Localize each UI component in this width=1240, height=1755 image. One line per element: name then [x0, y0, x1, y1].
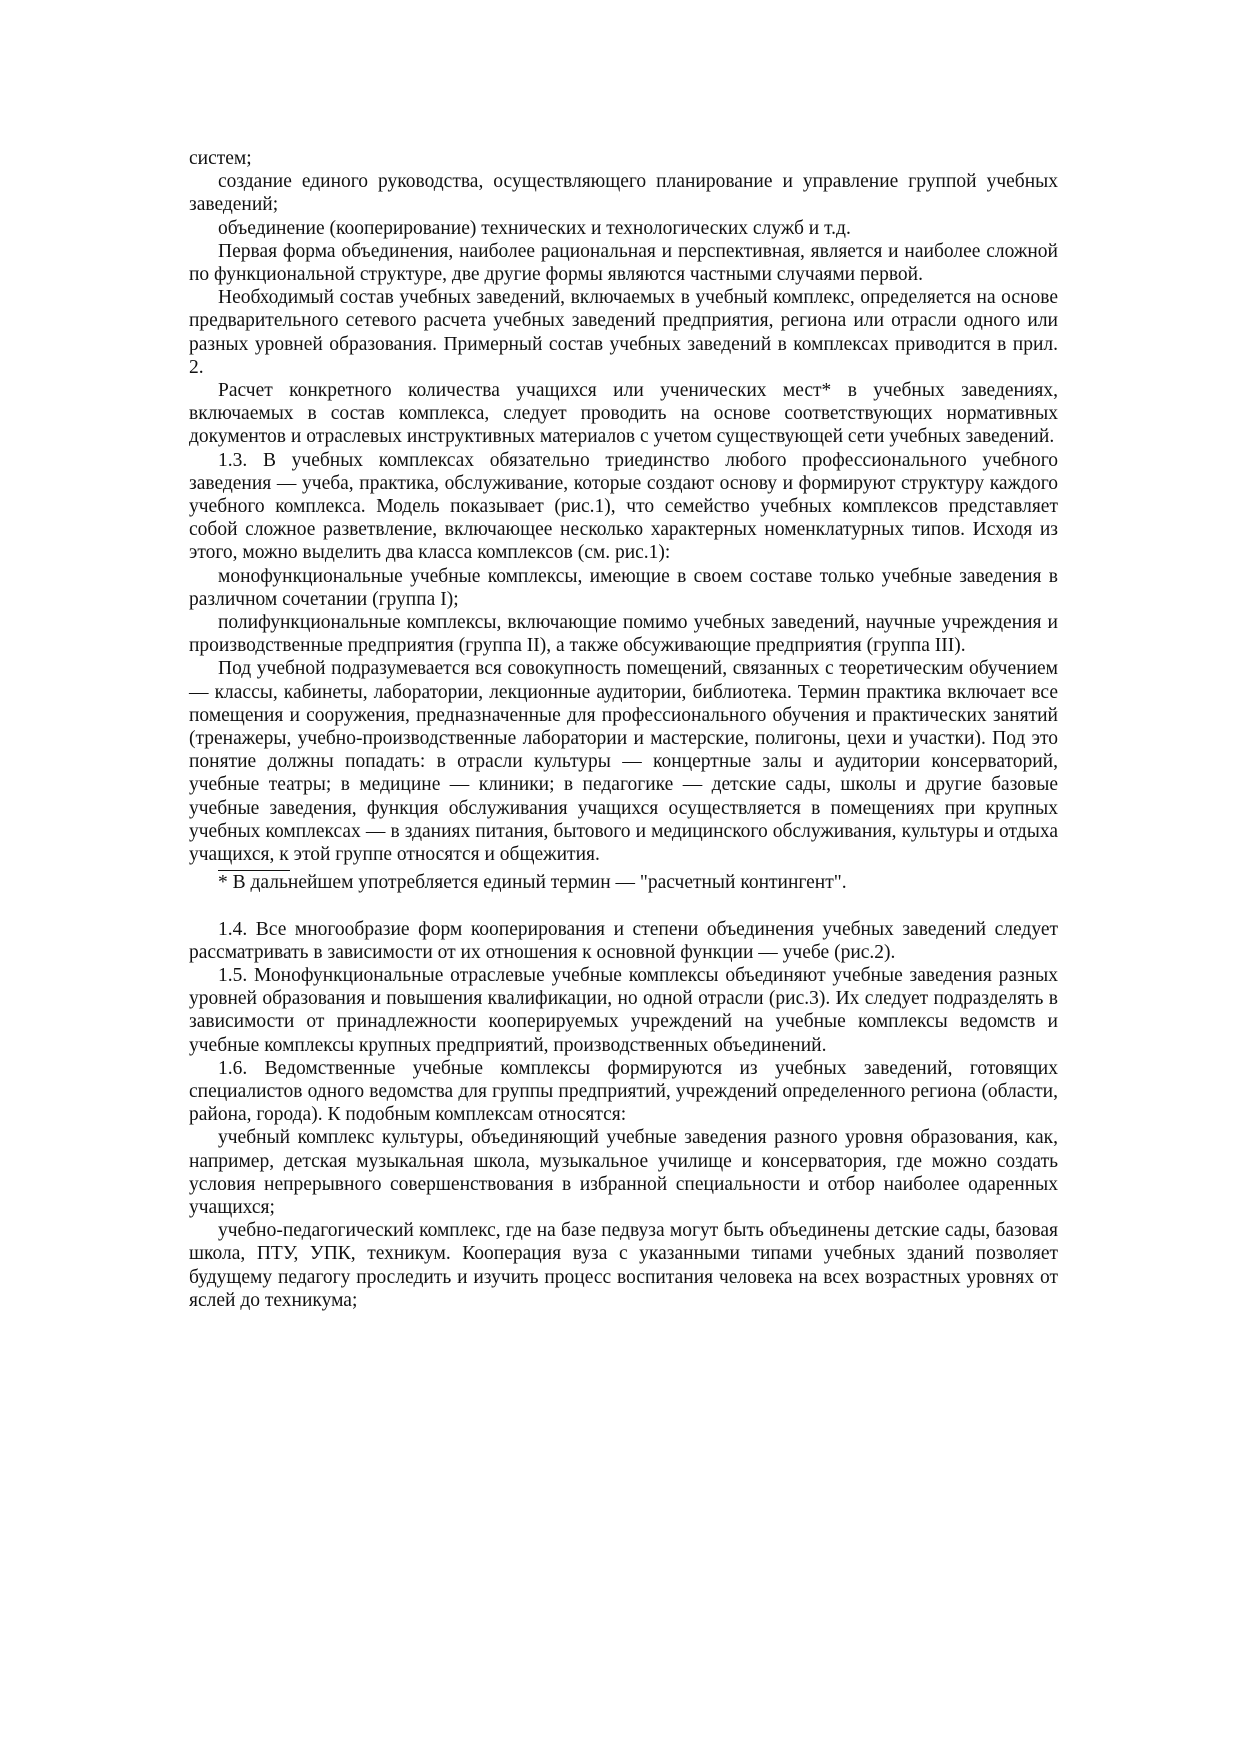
paragraph: монофункциональные учебные комплексы, имеющие в своем составе только учебные заведения в различном сочетании (группа I); — [189, 565, 1058, 610]
paragraph: систем; — [189, 148, 252, 169]
paragraph: объединение (кооперирование) технических и технологических служб и т.д. — [218, 217, 851, 239]
paragraph: Первая форма объединения, наиболее рациональная и перспективная, является и наиболее сложной по функциональной структуре, две другие формы являются частными случаями первой. — [189, 240, 1058, 286]
paragraph: Расчет конкретного количества учащихся или ученических мест* в учебных заведениях, включаемых в состав комплекса, следует проводить на основе соответствующих нормативных документов и отраслевых инструктивных материалов с учетом существующей сети учебных заведений. — [189, 380, 1058, 448]
paragraph: 1.6. Ведомственные учебные комплексы формируются из учебных заведений, готовящих специалистов одного ведомства для группы предприятий, учреждений определенного региона (области, района, города). К подобным комплексам относятся: — [189, 1057, 1058, 1126]
spacer — [189, 895, 1058, 918]
footnote: * В дальнейшем употребляется единый термин — "расчетный контингент". — [218, 872, 847, 894]
paragraph: учебно-педагогический комплекс, где на базе педвуза могут быть объединены детские сады, базовая школа, ПТУ, УПК, техникум. Кооперация вуза с указанными типами учебных зданий позволяет будущему педагогу проследить и изучить процесс воспитания человека на всех возрастных уровнях от яслей до техникума; — [189, 1220, 1058, 1311]
paragraph: полифункциональные комплексы, включающие помимо учебных заведений, научные учреждения и производственные предприятия (группа II), а также обсуживающие предприятия (группа III). — [189, 612, 1058, 657]
paragraph: учебный комплекс культуры, объединяющий учебные заведения разного уровня образования, как, например, детская музыкальная школа, музыкальное училище и консерватория, где можно создать условия непрерывного совершенствования в избранной специальности и отбор наиболее одаренных учащихся; — [189, 1127, 1058, 1218]
paragraph: 1.3. В учебных комплексах обязательно триединство любого профессионального учебного заведения — учеба, практика, обслуживание, которые создают основу и формируют структуру каждого учебного комплекса. Модель показывает (рис.1), что семейство учебных комплексов представляет собой сложное разветвление, включающее несколько характерных номенклатурных типов. Исходя из этого, можно выделить два класса комплексов (см. рис.1): — [189, 449, 1058, 564]
document-page — [189, 147, 1058, 1312]
paragraph: создание единого руководства, осуществляющего планирование и управление группой учебных заведений; — [189, 171, 1058, 216]
paragraph: Необходимый состав учебных заведений, включаемых в учебный комплекс, определяется на основе предварительного сетевого расчета учебных заведений предприятия, региона или отрасли одного или разных уровней образования. Примерный состав учебных заведений в комплексах приводится в прил. 2. — [189, 287, 1058, 378]
paragraph: 1.5. Монофункциональные отраслевые учебные комплексы объединяют учебные заведения разных уровней образования и повышения квалификации, но одной отрасли (рис.3). Их следует подразделять в зависимости от принадлежности кооперируемых учреждений на учебные комплексы ведомств и учебные комплексы крупных предприятий, производственных объединений. — [189, 964, 1058, 1056]
paragraph: Под учебной подразумевается вся совокупность помещений, связанных с теоретическим обучением — классы, кабинеты, лаборатории, лекционные аудитории, библиотека. Термин практика включает все помещения и сооружения, предназначенные для профессионального обучения и практических занятий (тренажеры, учебно-производственные лаборатории и мастерские, полигоны, цехи и участки). Под это понятие должны попадать: в отрасли культуры — концертные залы и аудитории консерваторий, учебные театры; в медицине — клиники; в педагогике — детские сады, школы и другие базовые учебные заведения, функция обслуживания учащихся осуществляется в помещениях при крупных учебных комплексах — в зданиях питания, бытового и медицинского обслуживания, культуры и отдыха учащихся, к этой группе относятся и общежития. — [189, 658, 1058, 866]
paragraph: 1.4. Все многообразие форм кооперирования и степени объединения учебных заведений следует рассматривать в зависимости от их отношения к основной функции — учебе (рис.2). — [189, 918, 1058, 963]
